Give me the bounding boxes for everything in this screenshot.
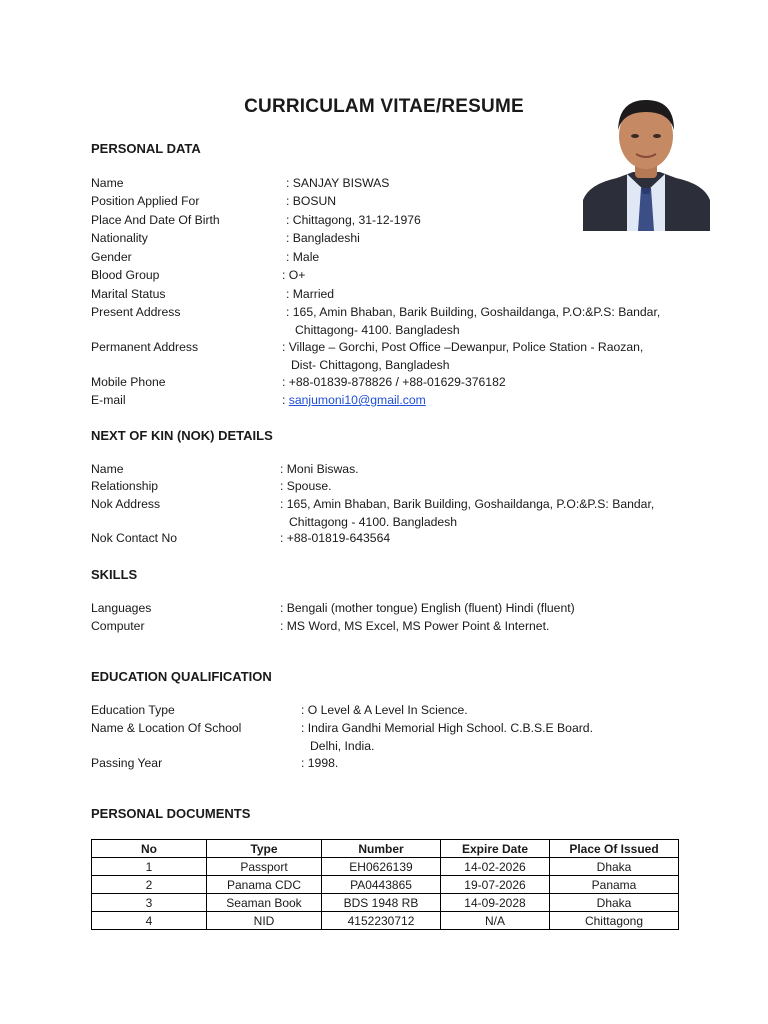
field-value: : Bangladeshi	[286, 231, 360, 245]
personal-data-heading: PERSONAL DATA	[91, 141, 201, 156]
field-value	[282, 392, 426, 410]
field-value: : Bengali (mother tongue) English (fluent) Hindi (fluent)	[280, 601, 575, 615]
table-cell: Panama CDC	[207, 876, 322, 894]
field-value	[286, 304, 660, 339]
table-cell: Dhaka	[550, 858, 679, 876]
column-header: Type	[207, 840, 322, 858]
skills-heading: SKILLS	[91, 567, 138, 582]
field-value	[282, 339, 643, 374]
table-cell: Chittagong	[550, 912, 679, 930]
school-line: Delhi, India.	[310, 738, 375, 753]
field-value: : SANJAY BISWAS	[286, 176, 390, 190]
education-heading: EDUCATION QUALIFICATION	[91, 669, 272, 684]
page-title: CURRICULAM VITAE/RESUME	[244, 96, 524, 117]
field-label: Place And Date Of Birth	[91, 213, 220, 227]
field-label: Name	[91, 176, 124, 190]
field-value: : O+	[282, 268, 306, 282]
table-cell: Panama	[550, 876, 679, 894]
field-label: Nok Contact No	[91, 531, 178, 545]
email-prefix: :	[282, 393, 289, 407]
table-cell: 4	[92, 912, 207, 930]
profile-photo	[583, 92, 710, 231]
column-header: Number	[322, 840, 441, 858]
field-value: : BOSUN	[286, 194, 337, 208]
table-cell: Passport	[207, 858, 322, 876]
table-cell: NID	[207, 912, 322, 930]
table-header-row	[92, 840, 679, 858]
table-cell: 19-07-2026	[441, 876, 550, 894]
school-line: : Indira Gandhi Memorial High School. C.B.S.E Board.	[301, 721, 593, 735]
field-label: Passing Year	[91, 756, 163, 770]
field-label: Mobile Phone	[91, 375, 166, 389]
field-value: : Married	[286, 287, 335, 301]
column-header: No	[92, 840, 207, 858]
address-line: Chittagong - 4100. Bangladesh	[289, 514, 458, 529]
field-label: Nationality	[91, 231, 148, 245]
table-cell: EH0626139	[322, 858, 441, 876]
field-value: : +88-01819-643564	[280, 531, 391, 545]
table-cell: 1	[92, 858, 207, 876]
address-line: Dist- Chittagong, Bangladesh	[291, 357, 450, 372]
table-cell: 4152230712	[322, 912, 441, 930]
table-cell: PA0443865	[322, 876, 441, 894]
field-value: : MS Word, MS Excel, MS Power Point & Internet.	[280, 619, 550, 633]
field-value	[280, 496, 654, 531]
table-cell: 2	[92, 876, 207, 894]
field-value	[301, 720, 593, 755]
table-row	[92, 858, 679, 876]
field-label: Languages	[91, 601, 152, 615]
field-label: Nok Address	[91, 497, 161, 511]
address-line: : 165, Amin Bhaban, Barik Building, Goshaildanga, P.O:&P.S: Bandar,	[280, 497, 655, 511]
nok-heading: NEXT OF KIN (NOK) DETAILS	[91, 428, 273, 443]
field-label: Name	[91, 462, 124, 476]
field-label: Name & Location Of School	[91, 721, 242, 735]
table-row	[92, 912, 679, 930]
field-label: Relationship	[91, 479, 159, 493]
field-value: : O Level & A Level In Science.	[301, 703, 468, 717]
field-value: : Chittagong, 31-12-1976	[286, 213, 421, 227]
field-label: Marital Status	[91, 287, 166, 301]
address-line: : 165, Amin Bhaban, Barik Building, Goshaildanga, P.O:&P.S: Bandar,	[286, 305, 661, 319]
field-label: Gender	[91, 250, 132, 264]
address-line: : Village – Gorchi, Post Office –Dewanpur, Police Station - Raozan,	[282, 340, 644, 354]
documents-heading: PERSONAL DOCUMENTS	[91, 806, 251, 821]
table-cell: 3	[92, 894, 207, 912]
email-link[interactable]: sanjumoni10@gmail.com	[288, 393, 426, 407]
table-cell: Seaman Book	[207, 894, 322, 912]
column-header: Expire Date	[441, 840, 550, 858]
field-label: Position Applied For	[91, 194, 200, 208]
table-cell: N/A	[441, 912, 550, 930]
portrait-image	[583, 92, 710, 231]
field-value: : Spouse.	[280, 479, 332, 493]
table-row	[92, 876, 679, 894]
field-label: E-mail	[91, 393, 126, 407]
field-label: Permanent Address	[91, 340, 199, 354]
field-value: : Moni Biswas.	[280, 462, 359, 476]
table-cell: 14-09-2028	[441, 894, 550, 912]
table-cell: BDS 1948 RB	[322, 894, 441, 912]
table-cell: 14-02-2026	[441, 858, 550, 876]
field-label: Computer	[91, 619, 145, 633]
address-line: Chittagong- 4100. Bangladesh	[295, 322, 460, 337]
field-label: Education Type	[91, 703, 175, 717]
field-label: Blood Group	[91, 268, 160, 282]
column-header: Place Of Issued	[550, 840, 679, 858]
table-cell: Dhaka	[550, 894, 679, 912]
documents-table	[91, 839, 679, 930]
field-value: : 1998.	[301, 756, 339, 770]
field-label: Present Address	[91, 305, 181, 319]
field-value: : +88-01839-878826 / +88-01629-376182	[282, 375, 506, 389]
table-row	[92, 894, 679, 912]
field-value: : Male	[286, 250, 320, 264]
